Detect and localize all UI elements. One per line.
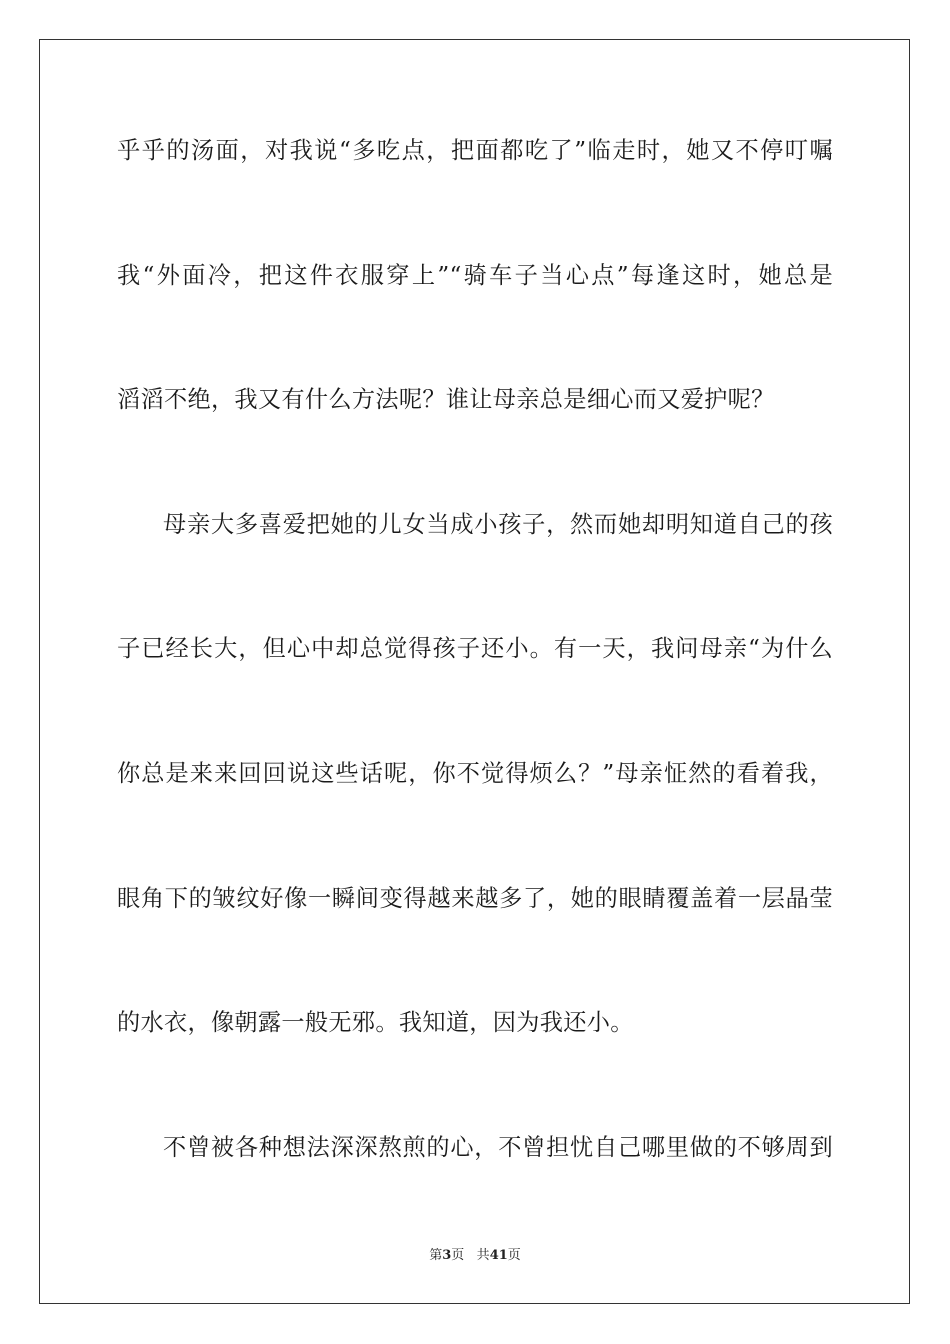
page-footer [0, 1247, 950, 1265]
text-line-9: 不曾被各种想法深深熬煎的心，不曾担忧自己哪里做的不够周到 [163, 1134, 833, 1161]
text-line-3: 滔滔不绝，我又有什么方法呢？谁让母亲总是细心而又爱护呢？ [117, 386, 775, 413]
text-line-1: 乎乎的汤面，对我说“多吃点，把面都吃了”临走时，她又不停叮嘱 [117, 137, 833, 164]
text-line-8: 的水衣，像朝露一般无邪。我知道，因为我还小。 [117, 1009, 634, 1036]
footer-page-suffix: 页 [451, 1248, 465, 1263]
text-line-6: 你总是来来回回说这些话呢，你不觉得烦么？”母亲怔然的看着我， [117, 760, 833, 787]
footer-page-prefix: 第 [429, 1248, 443, 1263]
footer-total-pages: 41 [489, 1248, 508, 1263]
text-line-2: 我“外面冷，把这件衣服穿上”“骑车子当心点”每逢这时，她总是 [117, 262, 833, 289]
text-line-7: 眼角下的皱纹好像一瞬间变得越来越多了，她的眼睛覆盖着一层晶莹 [117, 885, 833, 912]
text-line-5: 子已经长大，但心中却总觉得孩子还小。有一天，我问母亲“为什么 [117, 635, 833, 662]
footer-total-prefix: 共 [476, 1248, 490, 1263]
footer-total-suffix: 页 [507, 1248, 521, 1263]
footer-page-number: 3 [442, 1248, 452, 1263]
page-border [39, 39, 910, 1304]
text-line-4: 母亲大多喜爱把她的儿女当成小孩子，然而她却明知道自己的孩 [163, 511, 833, 538]
